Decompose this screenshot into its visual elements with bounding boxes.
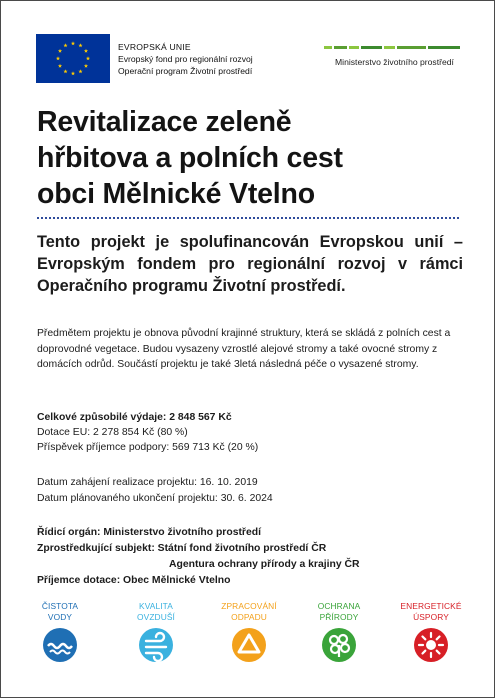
eu-fund: Evropský fond pro regionální rozvoj [118, 54, 253, 64]
recipient-contribution: Příspěvek příjemce podpory: 569 713 Kč (20 %) [37, 442, 259, 453]
dotted-divider [37, 217, 459, 219]
eu-flag-icon [36, 34, 110, 83]
waste-icon [231, 627, 267, 663]
intermediate-body: Zprostředkující subjekt: Státní fond životního prostředí ČR [37, 543, 327, 554]
intermediate-body-2: Agentura ochrany přírody a krajiny ČR [169, 559, 360, 570]
title-line-3: obci Mělnické Vtelno [37, 178, 315, 210]
managing-authority: Řídicí orgán: Ministerstvo životního prostředí [37, 527, 261, 538]
air-label [118, 601, 194, 625]
ministry-name: Ministerstvo životního prostředí [335, 57, 454, 67]
energy-icon [413, 627, 449, 663]
nature-icon [321, 627, 357, 663]
dates-block [37, 475, 273, 506]
nature-label-2: PŘÍRODY [319, 612, 359, 622]
eu-subsidy: Dotace EU: 2 278 854 Kč (80 %) [37, 427, 188, 438]
water-label-2: VODY [47, 612, 73, 622]
ministry-logo-bars [324, 46, 460, 49]
start-date: Datum zahájení realizace projektu: 16. 10. 2019 [37, 477, 258, 488]
energy-label-2: ÚSPORY [413, 612, 449, 622]
total-costs: Celkové způsobilé výdaje: 2 848 567 Kč [37, 412, 232, 423]
waste-label-2: ODPADU [231, 612, 267, 622]
project-title [37, 104, 477, 212]
air-label-1: KVALITA [139, 601, 173, 611]
subsidy-recipient: Příjemce dotace: Obec Mělnické Vtelno [37, 575, 231, 586]
nature-label-1: OCHRANA [317, 601, 361, 611]
icon-waste-processing [211, 601, 287, 663]
energy-label-1: ENERGETICKÉ [400, 601, 462, 611]
cofinancing-statement: Tento projekt je spolufinancován Evropskou unií – Evropským fondem pro regionální rozvoj v rámci Operačního programu Životní prostředí. [37, 233, 463, 295]
icon-water-quality [22, 601, 98, 663]
icon-energy-savings [393, 601, 469, 663]
energy-label [393, 601, 469, 625]
end-date: Datum plánovaného ukončení projektu: 30. 6. 2024 [37, 492, 273, 504]
title-line-2: hřbitova a polních cest [37, 142, 343, 174]
air-icon [138, 627, 174, 663]
project-description: Předmětem projektu je obnova původní krajinné struktury, která se skládá z polních cest a doprovodné vegetace. Budou vysazeny vzrostlé alejové stromy a také ovocné stromy z domácích odrůd. Součástí projektu je také 3letá následná péče o vysazené stromy. [37, 328, 451, 370]
water-icon [42, 627, 78, 663]
water-label-1: ČISTOTA [41, 601, 79, 611]
nature-label [301, 601, 377, 625]
waste-label-1: ZPRACOVÁNÍ [221, 601, 277, 611]
air-label-2: OVZDUŠÍ [137, 612, 175, 622]
eu-title: EVROPSKÁ UNIE [118, 42, 191, 52]
ministry-logo [324, 46, 460, 67]
eu-text-block [118, 41, 253, 77]
water-label [22, 601, 98, 625]
icon-nature-protection [301, 601, 377, 663]
eu-program: Operační program Životní prostředí [118, 66, 253, 76]
title-line-1: Revitalizace zeleně [37, 106, 292, 138]
organizations-block [37, 525, 457, 589]
waste-label [211, 601, 287, 625]
icon-air-quality [118, 601, 194, 663]
financing-block [37, 410, 258, 455]
